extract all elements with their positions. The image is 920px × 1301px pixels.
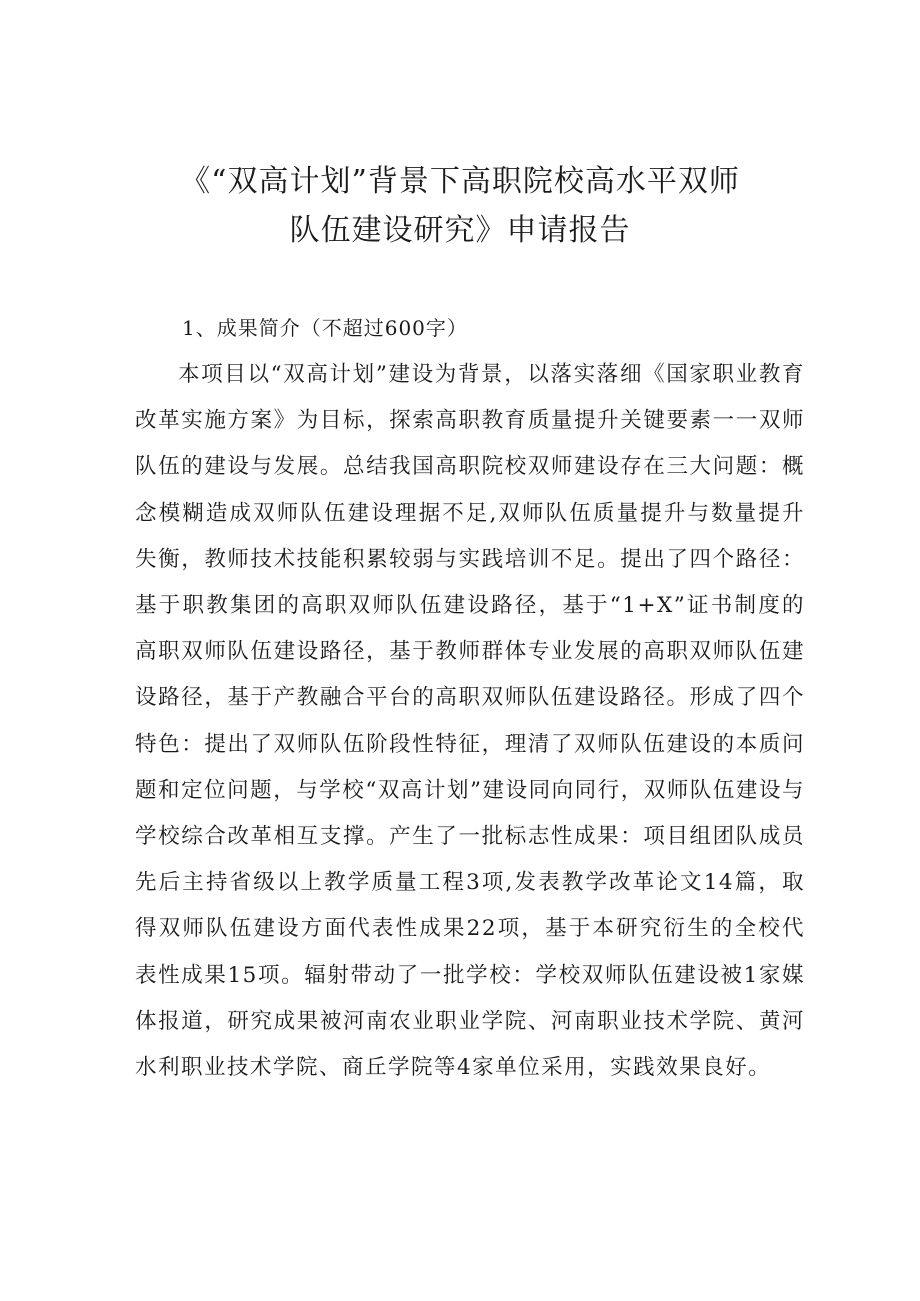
section-heading: 1、成果简介（不超过600字） [182,316,468,340]
document-title-line-1: 《“双高计划”背景下高职院校高水平双师 [180,164,740,199]
body-paragraph: 本项目以“双高计划”建设为背景，以落实落细《国家职业教育改革实施方案》为目标，探索高职教育质量提升关键要素一一双师队伍的建设与发展。总结我国高职院校双师建设存在三大问题：概念模糊造成双师队伍建设理据不足,双师队伍质量提升与数量提升失衡，教师技术技能积累较弱与实践培训不足。提出了四个路径：基于职教集团的高职双师队伍建设路径，基于“1+X”证书制度的高职双师队伍建设路径，基于教师群体专业发展的高职双师队伍建设路径，基于产教融合平台的高职双师队伍建设路径。形成了四个特色：提出了双师队伍阶段性特征，理清了双师队伍建设的本质问题和定位问题，与学校“双高计划”建设同向同行，双师队伍建设与学校综合改革相互支撑。产生了一批标志性成果：项目组团队成员先后主持省级以上教学质量工程3项,发表教学改革论文14篇，取得双师队伍建设方面代表性成果22项，基于本研究衍生的全校代表性成果15项。辐射带动了一批学校：学校双师队伍建设被1家媒体报道，研究成果被河南农业职业学院、河南职业技术学院、黄河水利职业技术学院、商丘学院等4家单位采用，实践效果良好。 [135,362,805,1081]
document-title-line-2: 队伍建设研究》申请报告 [289,213,631,248]
